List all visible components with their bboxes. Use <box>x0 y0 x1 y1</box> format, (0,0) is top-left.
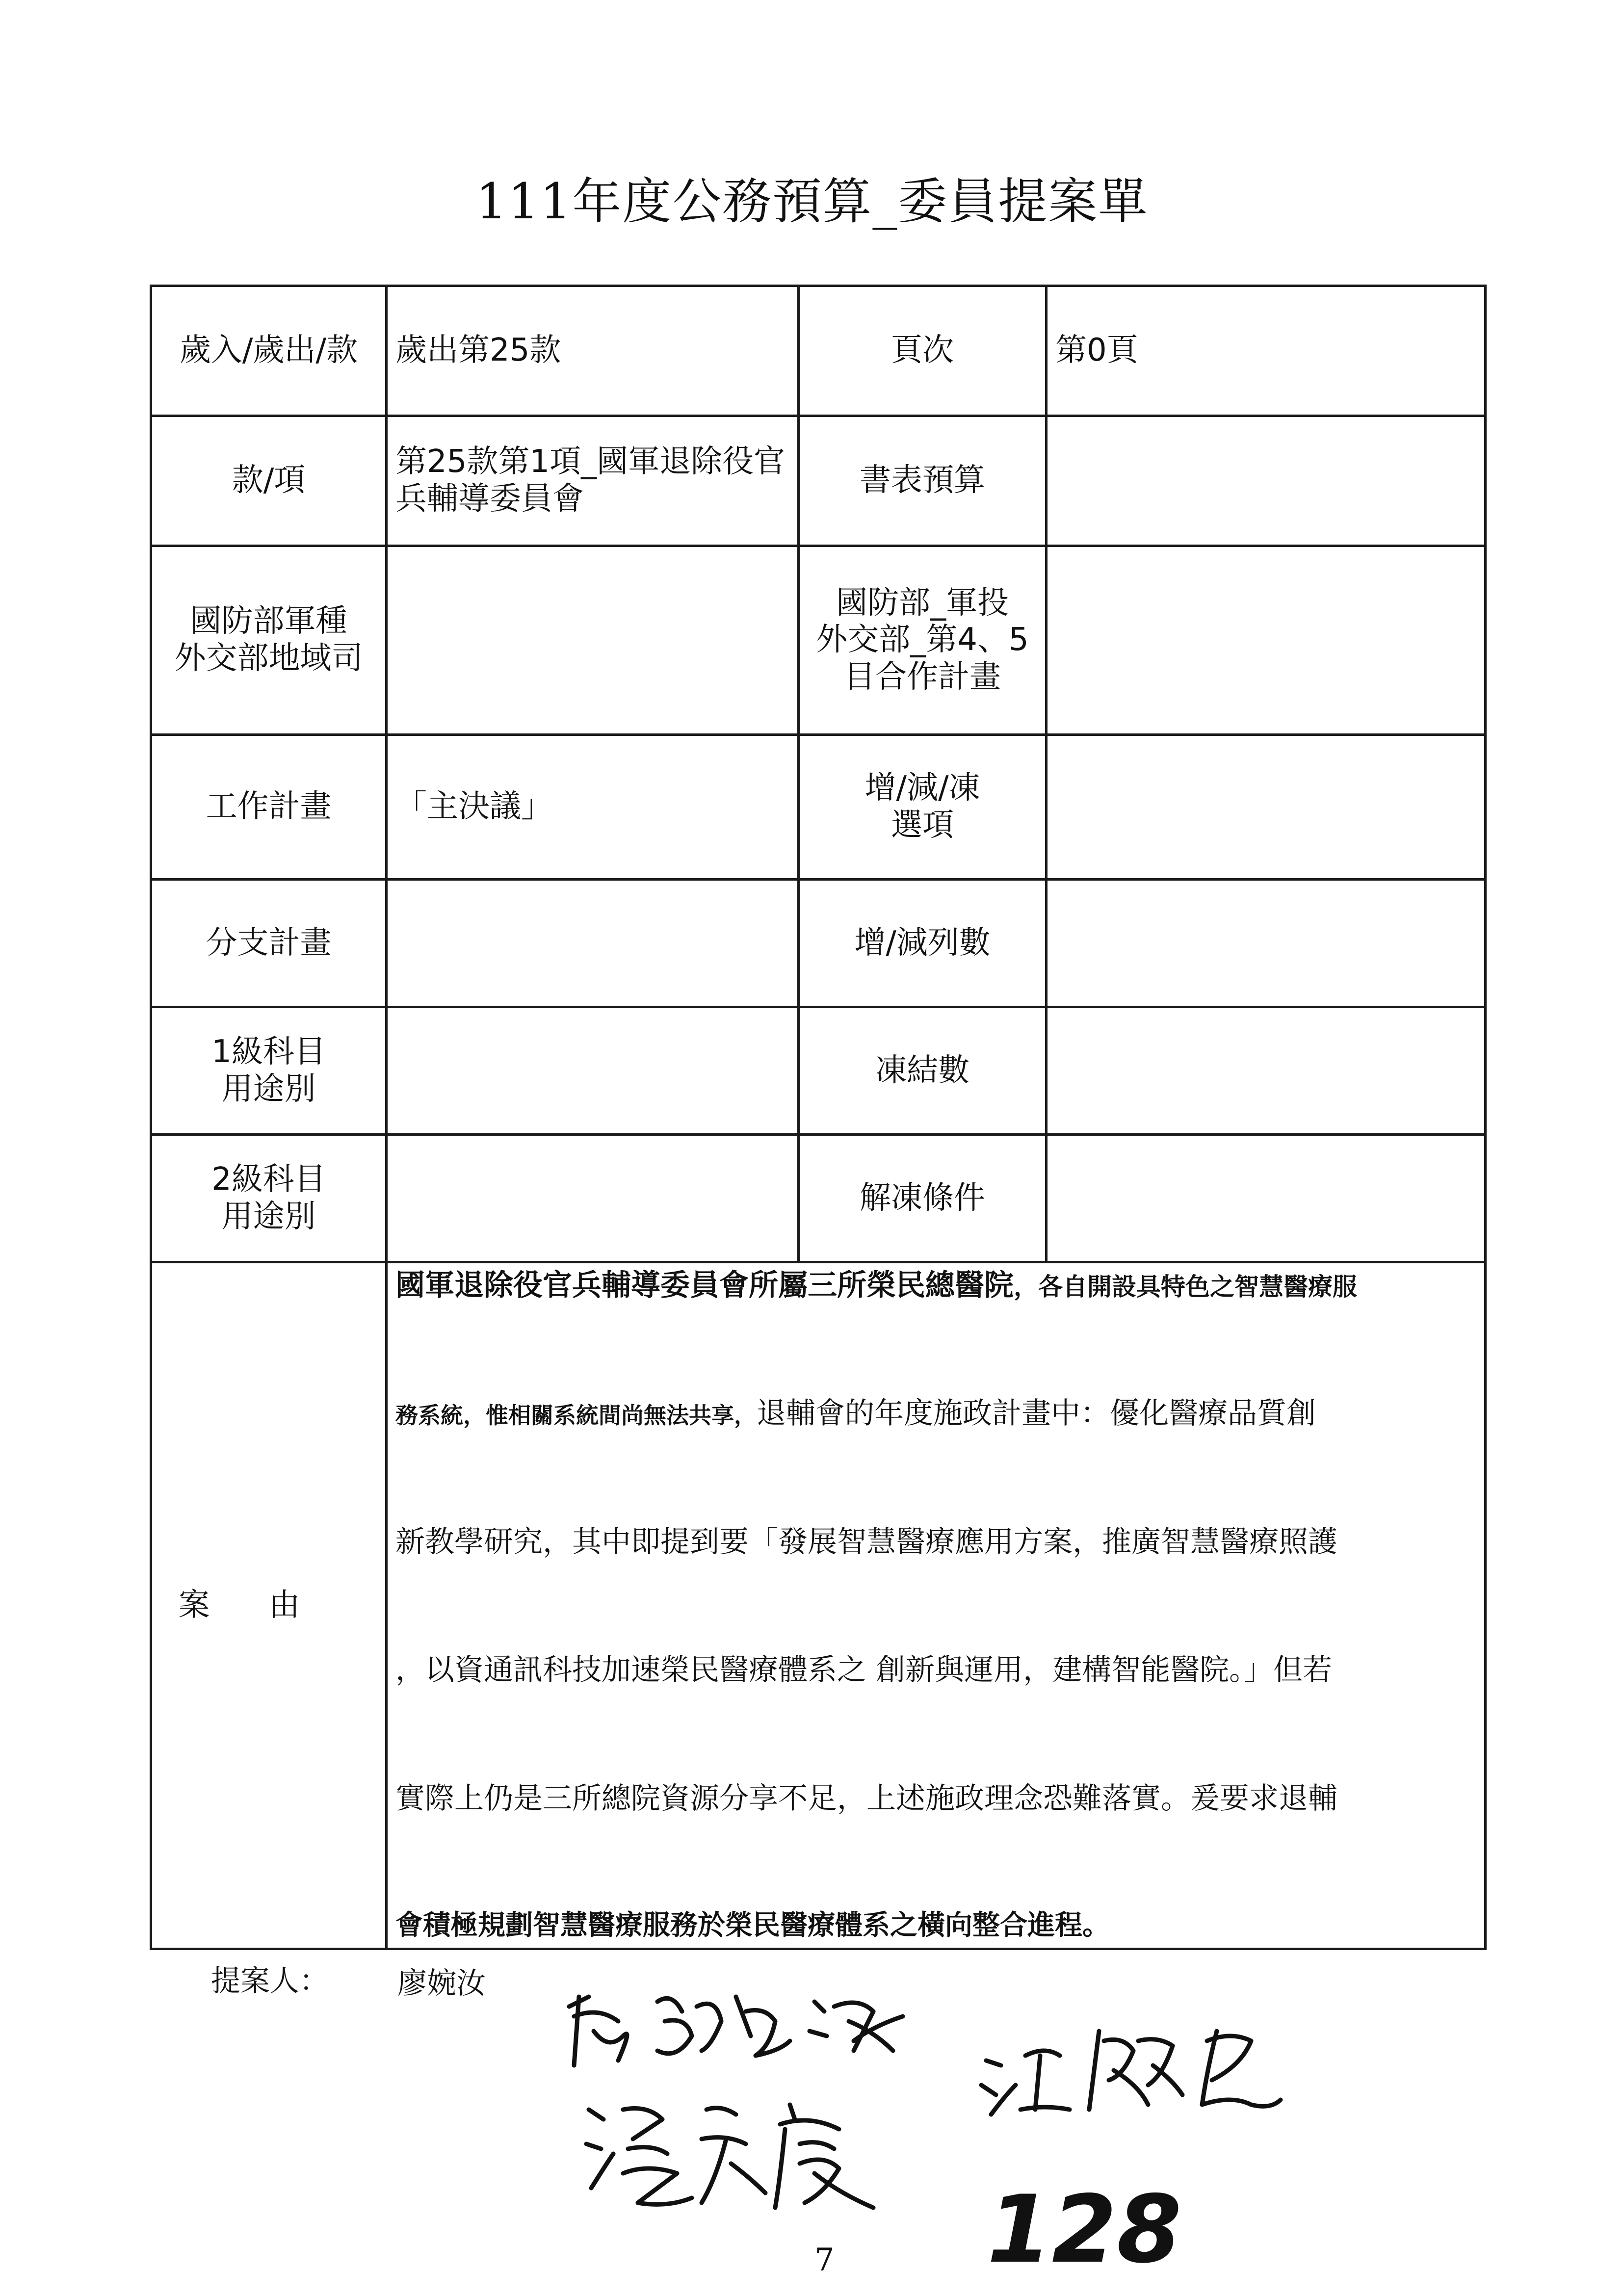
field-label: 解凍條件 <box>799 1135 1047 1262</box>
field-label: 書表預算 <box>799 416 1047 546</box>
field-value <box>387 546 799 735</box>
proposer-name: 廖婉汝 <box>397 1966 486 2001</box>
field-value <box>387 1007 799 1135</box>
field-value <box>1047 546 1486 735</box>
field-label <box>799 546 1047 735</box>
page-title: 111年度公務預算_委員提案單 <box>475 173 1149 230</box>
reason-line <box>395 1396 1476 1431</box>
reason-line <box>395 1268 1476 1303</box>
field-value <box>1047 416 1486 546</box>
reason-line: ，以資通訊科技加速榮民醫療體系之 創新與運用，建構智能醫院。」但若 <box>395 1653 1333 1688</box>
reason-text: 國軍退除役官兵輔導委員會所屬三所榮民總醫院 <box>395 1268 1014 1303</box>
field-value <box>387 1135 799 1262</box>
field-label-line: 選項 <box>891 807 954 843</box>
field-label: 頁次 <box>799 286 1047 416</box>
field-label: 工作計畫 <box>151 735 387 880</box>
field-value <box>1047 880 1486 1007</box>
field-label: 增/減列數 <box>799 880 1047 1007</box>
reason-line: 實際上仍是三所總院資源分享不足，上述施政理念恐難落實。爰要求退輔 <box>395 1781 1337 1816</box>
field-label-line: 2級科目 <box>211 1161 326 1198</box>
proposal-form-table <box>150 285 1487 1950</box>
field-label-line: 國防部軍種 <box>190 603 347 640</box>
signature-3 <box>976 2011 1290 2124</box>
field-label <box>151 546 387 735</box>
field-value <box>387 416 799 546</box>
field-label: 凍結數 <box>799 1007 1047 1135</box>
handwritten-number <box>987 2168 1182 2284</box>
page-number: 7 <box>814 2242 835 2278</box>
field-value: 「主決議」 <box>387 735 799 880</box>
field-label <box>151 1007 387 1135</box>
table-row-reason <box>151 1262 1486 1949</box>
table-row <box>151 1135 1486 1262</box>
reason-text: 退輔會的年度施政計畫中：優化醫療品質創 <box>757 1396 1316 1431</box>
table-row <box>151 286 1486 416</box>
table-row <box>151 735 1486 880</box>
signature-2 <box>579 2090 922 2218</box>
handwritten-number-text: 128 <box>987 2175 1182 2284</box>
field-value <box>387 880 799 1007</box>
field-value <box>1047 1007 1486 1135</box>
field-label-line: 增/減/凍 <box>864 770 980 807</box>
field-label-line: 用途別 <box>221 1198 316 1235</box>
reason-text: 務系統，惟相關系統間尚無法共享， <box>395 1402 757 1429</box>
field-label-line: 用途別 <box>221 1070 316 1107</box>
field-value-line: 兵輔導委員會 <box>395 481 584 517</box>
field-value: 第0頁 <box>1047 286 1486 416</box>
field-label-line: 目合作計畫 <box>844 658 1001 695</box>
field-label: 分支計畫 <box>151 880 387 1007</box>
field-label-line: 國防部_軍投 <box>836 584 1009 621</box>
field-label: 款/項 <box>151 416 387 546</box>
table-row <box>151 880 1486 1007</box>
table-row <box>151 416 1486 546</box>
reason-text: ，各自開設具特色之智慧醫療服 <box>1014 1273 1357 1301</box>
field-value <box>1047 1135 1486 1262</box>
reason-label-text: 案由 <box>178 1587 359 1623</box>
field-label-line: 1級科目 <box>211 1033 326 1070</box>
table-row <box>151 1007 1486 1135</box>
field-label: 歲入/歲出/款 <box>151 286 387 416</box>
proposer-label: 提案人： <box>211 1964 329 1998</box>
reason-label <box>151 1262 387 1949</box>
field-label-line: 外交部地域司 <box>174 640 363 677</box>
field-label <box>799 735 1047 880</box>
field-value: 歲出第25款 <box>387 286 799 416</box>
reason-content <box>387 1262 1486 1949</box>
table-row <box>151 546 1486 735</box>
field-value-line: 第25款第1項_國軍退除役官 <box>395 444 786 480</box>
reason-line: 會積極規劃智慧醫療服務於榮民醫療體系之橫向整合進程。 <box>395 1909 1110 1941</box>
field-label <box>151 1135 387 1262</box>
reason-line: 新教學研究，其中即提到要「發展智慧醫療應用方案，推廣智慧醫療照護 <box>395 1524 1337 1559</box>
field-value <box>1047 735 1486 880</box>
field-label-line: 外交部_第4、5 <box>816 622 1029 658</box>
signature-1 <box>559 1977 932 2075</box>
